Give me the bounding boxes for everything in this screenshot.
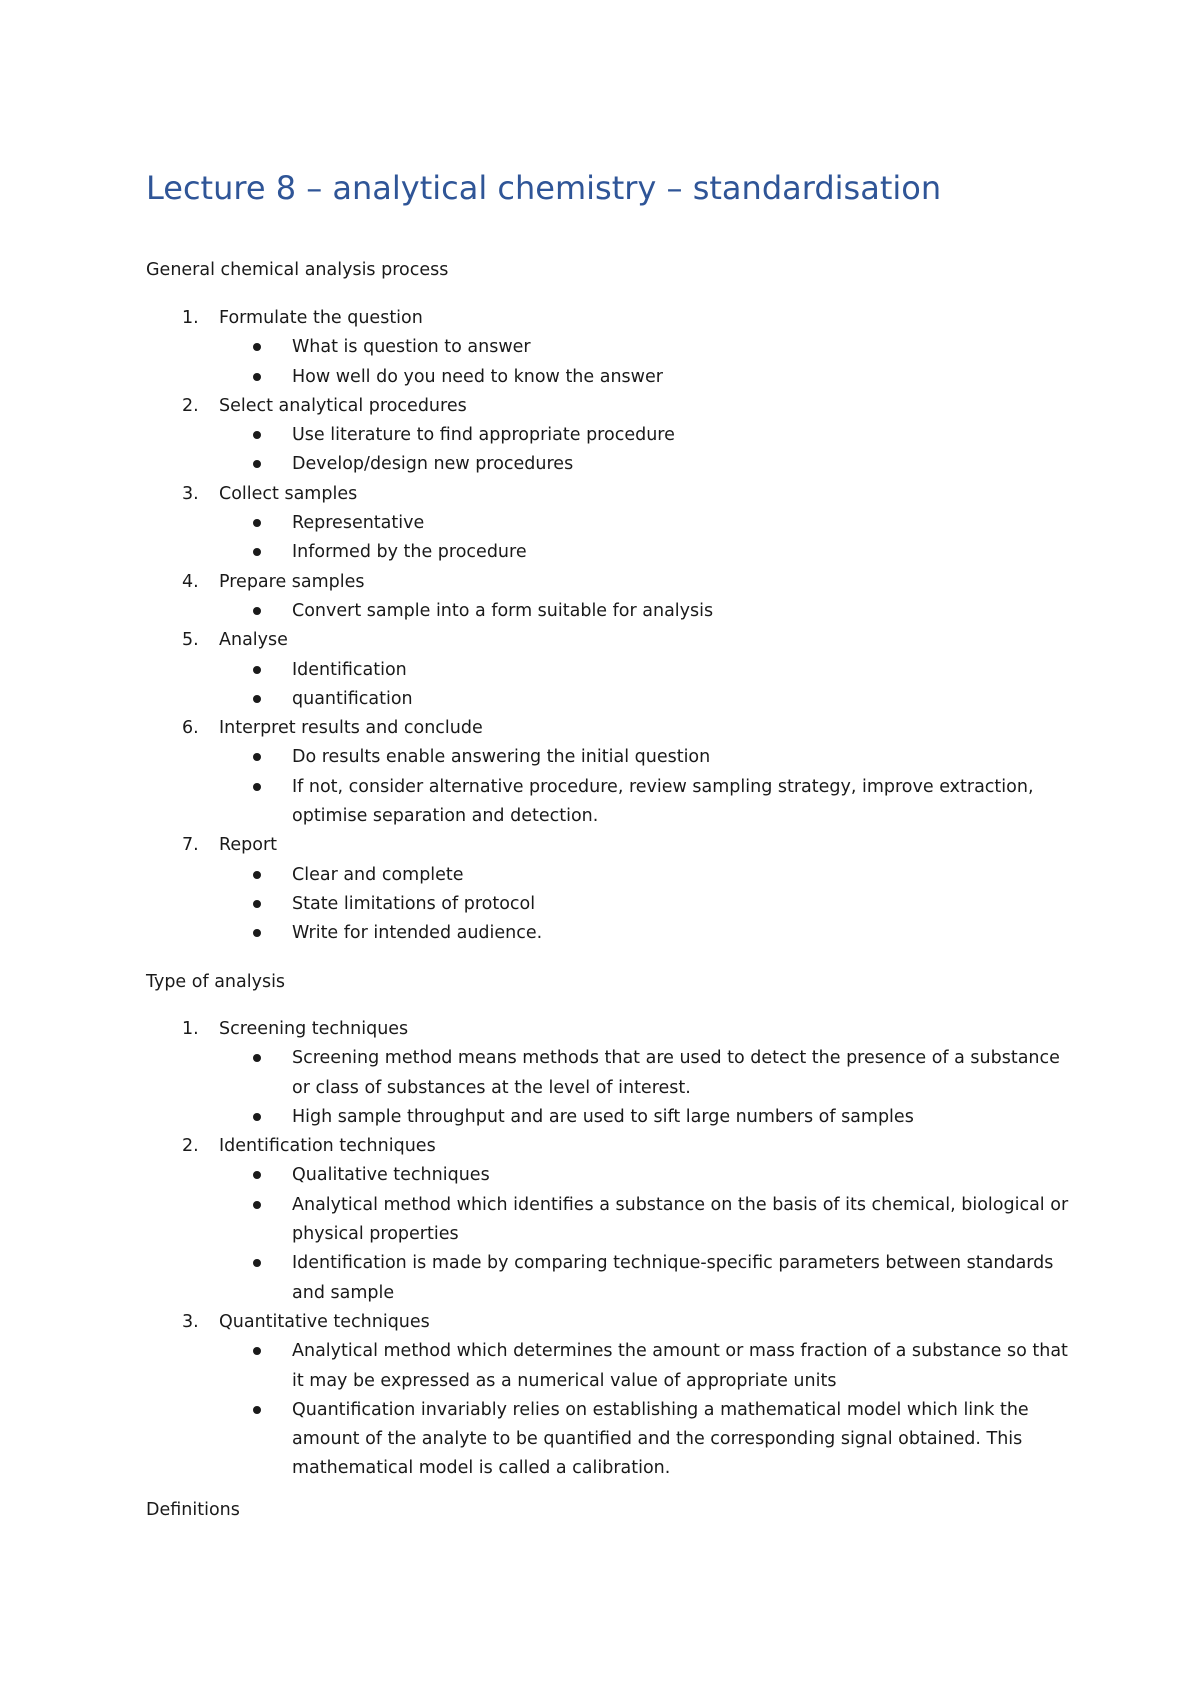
list-item-label: Prepare samples — [219, 571, 365, 592]
page-title: Lecture 8 – analytical chemistry – standardisation — [146, 169, 942, 207]
bullet-item — [0, 509, 1072, 538]
bullet-text: Analytical method which determines the amount or mass fraction of a substance so that it may be expressed as a numerical value of appropriate units — [292, 1341, 1068, 1391]
bullet-dot-icon — [253, 753, 261, 761]
numbered-list-general-process — [0, 304, 1072, 949]
bullet-item — [0, 919, 1072, 948]
list-item-row — [0, 568, 1072, 597]
bullet-item — [0, 1249, 1072, 1308]
bullet-item — [0, 743, 1072, 772]
bullet-dot-icon — [253, 1054, 261, 1062]
list-item-label: Identification techniques — [219, 1136, 436, 1157]
list-item-label: Screening techniques — [219, 1019, 409, 1039]
bullet-list — [0, 1337, 1072, 1483]
bullet-list — [0, 333, 1072, 392]
list-item — [0, 831, 1072, 948]
bullet-item — [0, 1337, 1072, 1396]
bullet-text: How well do you need to know the answer — [292, 366, 663, 387]
bullet-dot-icon — [253, 695, 261, 703]
list-item — [0, 392, 1072, 480]
bullet-item — [0, 363, 1072, 392]
bullet-dot-icon — [253, 1113, 261, 1121]
bullet-text: State limitations of protocol — [292, 893, 536, 914]
numbered-list-type-of-analysis — [0, 1015, 1072, 1484]
list-item-label: Interpret results and conclude — [219, 718, 483, 739]
bullet-text: Write for intended audience. — [292, 923, 543, 944]
list-item-number: 4. — [182, 571, 199, 592]
list-item — [0, 714, 1072, 831]
bullet-list — [0, 656, 1072, 715]
bullet-text: Develop/design new procedures — [292, 454, 574, 475]
bullet-dot-icon — [253, 666, 261, 674]
list-item-label: Analyse — [219, 630, 288, 651]
bullet-dot-icon — [253, 519, 261, 527]
bullet-text: Screening method means methods that are used to detect the presence of a substance or class of substances at the level of interest. — [292, 1048, 1060, 1098]
bullet-text: Representative — [292, 513, 425, 534]
bullet-item — [0, 1161, 1072, 1190]
bullet-dot-icon — [253, 548, 261, 556]
bullet-dot-icon — [253, 1259, 261, 1267]
bullet-list — [0, 597, 1072, 626]
list-item-number: 1. — [182, 308, 199, 328]
list-item — [0, 1132, 1072, 1308]
list-item-number: 2. — [182, 395, 199, 416]
list-item-row — [0, 626, 1072, 655]
list-item-label: Quantitative techniques — [219, 1311, 430, 1332]
bullet-item — [0, 656, 1072, 685]
bullet-dot-icon — [253, 929, 261, 937]
bullet-item — [0, 597, 1072, 626]
list-item-number: 3. — [182, 483, 199, 504]
bullet-item — [0, 1044, 1072, 1103]
bullet-dot-icon — [253, 1406, 261, 1414]
bullet-dot-icon — [253, 460, 261, 468]
bullet-item — [0, 333, 1072, 362]
bullet-text: Identification is made by comparing technique-specific parameters between standards and sample — [292, 1253, 1054, 1303]
bullet-text: High sample throughput and are used to sift large numbers of samples — [292, 1106, 914, 1127]
bullet-text: quantification — [292, 688, 413, 709]
bullet-text: Do results enable answering the initial question — [292, 747, 711, 768]
bullet-list — [0, 509, 1072, 568]
bullet-dot-icon — [253, 783, 261, 791]
bullet-dot-icon — [253, 900, 261, 908]
list-item-number: 5. — [182, 630, 199, 651]
bullet-dot-icon — [253, 1347, 261, 1355]
bullet-dot-icon — [253, 607, 261, 615]
list-item — [0, 1015, 1072, 1132]
bullet-list — [0, 1161, 1072, 1307]
bullet-item — [0, 1191, 1072, 1250]
bullet-dot-icon — [253, 431, 261, 439]
list-item — [0, 568, 1072, 627]
bullet-list — [0, 1044, 1072, 1132]
bullet-dot-icon — [253, 1171, 261, 1179]
bullet-item — [0, 538, 1072, 567]
section-heading-general-process: General chemical analysis process — [146, 260, 449, 280]
list-item-number: 3. — [182, 1311, 199, 1332]
list-item-number: 6. — [182, 718, 199, 739]
bullet-text: What is question to answer — [292, 337, 531, 358]
bullet-text: Use literature to find appropriate procedure — [292, 425, 675, 446]
bullet-item — [0, 1103, 1072, 1132]
bullet-item — [0, 421, 1072, 450]
bullet-text: Qualitative techniques — [292, 1165, 490, 1186]
list-item — [0, 1308, 1072, 1484]
list-item-row — [0, 1015, 1072, 1044]
bullet-item — [0, 685, 1072, 714]
bullet-item — [0, 890, 1072, 919]
bullet-text: Quantification invariably relies on establishing a mathematical model which link the amount of the analyte to be quantified and the corresponding signal obtained. This mathematical model is called a calibration. — [292, 1399, 1029, 1479]
list-item-label: Select analytical procedures — [219, 395, 467, 416]
list-item — [0, 480, 1072, 568]
list-item-row — [0, 831, 1072, 860]
bullet-dot-icon — [253, 343, 261, 351]
list-item-row — [0, 1132, 1072, 1161]
list-item-row — [0, 304, 1072, 333]
bullet-text: Clear and complete — [292, 864, 464, 885]
list-item-row — [0, 480, 1072, 509]
bullet-list — [0, 743, 1072, 831]
bullet-item — [0, 450, 1072, 479]
list-item — [0, 626, 1072, 714]
bullet-list — [0, 421, 1072, 480]
bullet-dot-icon — [253, 373, 261, 381]
bullet-text: Analytical method which identifies a substance on the basis of its chemical, biological or physical properties — [292, 1194, 1069, 1245]
list-item-number: 2. — [182, 1136, 199, 1157]
list-item-row — [0, 1308, 1072, 1337]
bullet-list — [0, 861, 1072, 949]
list-item-row — [0, 714, 1072, 743]
list-item-row — [0, 392, 1072, 421]
bullet-text: Convert sample into a form suitable for analysis — [292, 600, 714, 621]
bullet-dot-icon — [253, 871, 261, 879]
list-item-number: 7. — [182, 835, 199, 856]
bullet-item — [0, 1396, 1072, 1484]
list-item-label: Collect samples — [219, 483, 358, 504]
bullet-dot-icon — [253, 1201, 261, 1209]
list-item — [0, 304, 1072, 392]
section-heading-type-of-analysis: Type of analysis — [146, 972, 286, 992]
bullet-item — [0, 861, 1072, 890]
list-item-number: 1. — [182, 1019, 199, 1039]
bullet-text: If not, consider alternative procedure, review sampling strategy, improve extraction, optimise separation and detection. — [292, 776, 1034, 827]
bullet-item — [0, 773, 1072, 832]
bullet-text: Informed by the procedure — [292, 542, 527, 563]
bullet-text: Identification — [292, 659, 407, 680]
list-item-label: Report — [219, 835, 278, 856]
section-heading-definitions: Definitions — [146, 1500, 240, 1520]
list-item-label: Formulate the question — [219, 308, 423, 328]
